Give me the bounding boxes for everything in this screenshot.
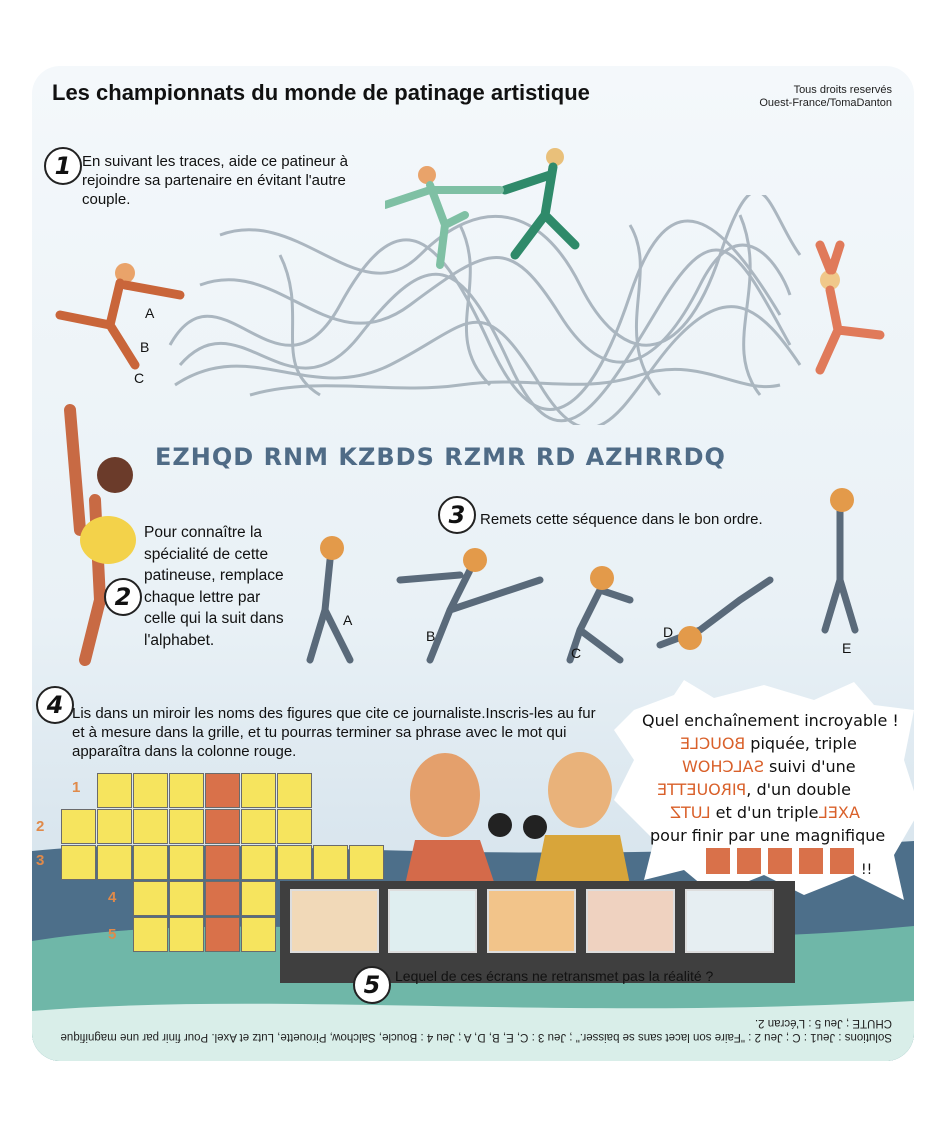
- bubble-line-3-text: suivi d'une: [763, 757, 856, 776]
- game-3-instructions: Remets cette séquence dans le bon ordre.: [480, 511, 763, 528]
- bubble-line-5: [670, 803, 859, 822]
- sequence-label-b: B: [426, 628, 436, 644]
- answer-boxes: [706, 848, 872, 879]
- grid-cell[interactable]: [61, 809, 96, 844]
- bubble-line-2: [680, 734, 857, 753]
- grid-cell[interactable]: [61, 845, 96, 880]
- sequence-label-d: D: [663, 624, 674, 640]
- grid-row-label-2: 2: [36, 818, 45, 835]
- game-2-number: 2: [104, 578, 142, 616]
- grid-cell[interactable]: [169, 917, 204, 952]
- game-1-instructions: En suivant les traces, aide ce patineur à rejoindre sa partenaire en évitant l'autre couple.: [82, 153, 348, 208]
- grid-cell[interactable]: [277, 845, 312, 880]
- mirrored-word-axel: AXEL: [818, 803, 860, 822]
- grid-cell[interactable]: [313, 845, 348, 880]
- tv-screen-4: [586, 889, 675, 953]
- copyright-line-1: Tous droits reservés: [793, 84, 892, 96]
- game-3-number: 3: [438, 496, 476, 534]
- grid-cell[interactable]: [133, 881, 168, 916]
- game-4-number: 4: [36, 686, 74, 724]
- grid-cell[interactable]: [241, 917, 276, 952]
- answer-box: [768, 848, 792, 874]
- grid-cell[interactable]: [277, 809, 312, 844]
- grid-cell[interactable]: [241, 845, 276, 880]
- copyright-notice: [759, 84, 892, 110]
- grid-cell[interactable]: [133, 845, 168, 880]
- tv-screen-5: [685, 889, 774, 953]
- mirrored-word-pirouette: PIROUETTE: [657, 780, 747, 799]
- mirrored-word-lutz: LUTZ: [670, 803, 711, 822]
- bubble-line-4-text: , d'un double: [746, 780, 851, 799]
- grid-row-label-1: 1: [72, 779, 81, 796]
- grid-cell[interactable]: [349, 845, 384, 880]
- grid-row-label-3: 3: [36, 852, 45, 869]
- tv-screen-2: [388, 889, 477, 953]
- game-4-instructions: Lis dans un miroir les noms des figures que cite ce journaliste.Inscris-les au fur et à mesure dans la grille, et tu pourras terminer sa phrase avec le mot qui apparaîtra dans la colonne rouge.: [72, 705, 596, 760]
- sequence-label-a: A: [343, 612, 353, 628]
- coded-message: EZHQD RNM KZBDS RZMR RD AZHRRDQ: [155, 443, 726, 471]
- answer-box: [706, 848, 730, 874]
- bubble-line-6: pour finir par une magnifique: [650, 826, 886, 845]
- grid-cell-red[interactable]: [205, 809, 240, 844]
- maze-label-a: A: [145, 305, 155, 321]
- answer-box: [830, 848, 854, 874]
- grid-cell[interactable]: [169, 809, 204, 844]
- bubble-end-exclamation: !!: [861, 862, 873, 878]
- mirrored-word-boucle: BOUCLE: [680, 734, 746, 753]
- couple-skaters-illustration: [385, 145, 595, 275]
- grid-row-label-5: 5: [108, 926, 117, 943]
- bubble-line-3: [682, 757, 856, 776]
- grid-cell-red[interactable]: [205, 917, 240, 952]
- maze-label-b: B: [140, 339, 150, 355]
- grid-cell[interactable]: [277, 773, 312, 808]
- skater-left-illustration: [40, 255, 190, 375]
- bubble-line-5-text: et d'un triple: [710, 803, 819, 822]
- grid-cell-red[interactable]: [205, 881, 240, 916]
- maze-label-c: C: [134, 370, 145, 386]
- bubble-line-2-text: piquée, triple: [745, 734, 857, 753]
- mirrored-word-salchow: SALCHOW: [682, 757, 764, 776]
- grid-cell[interactable]: [97, 809, 132, 844]
- grid-cell[interactable]: [133, 773, 168, 808]
- answer-box: [737, 848, 761, 874]
- game-2-instructions: Pour connaître la spécialité de cette patineuse, remplace chaque lettre par celle qui la suit dans l'alphabet.: [144, 524, 284, 649]
- grid-cell[interactable]: [97, 773, 132, 808]
- grid-cell[interactable]: [169, 881, 204, 916]
- grid-cell-red[interactable]: [205, 845, 240, 880]
- solutions-upside-down: Solutions : Jeu1 : C ; Jeu 2 : "Faire son lacet sans se baisser." ; Jeu 3 : C, E, B, D, A ; Jeu 4 : Boucle, Salchow, Pirouette, Lutz et Axel. Pour finir par une magnifique CHUTE ; Jeu 5 : L'écran 2.: [60, 1017, 892, 1043]
- grid-cell[interactable]: [241, 773, 276, 808]
- grid-cell[interactable]: [169, 845, 204, 880]
- sequence-label-c: C: [571, 645, 582, 661]
- answer-box: [799, 848, 823, 874]
- partner-skater-illustration: [800, 240, 890, 375]
- tv-screen-1: [290, 889, 379, 953]
- game-5-number: 5: [353, 966, 391, 1004]
- sequence-label-e: E: [842, 640, 852, 656]
- grid-cell[interactable]: [241, 881, 276, 916]
- grid-cell[interactable]: [241, 809, 276, 844]
- game-1-number: 1: [44, 147, 82, 185]
- tv-screen-3: [487, 889, 576, 953]
- grid-cell[interactable]: [133, 809, 168, 844]
- grid-cell-red[interactable]: [205, 773, 240, 808]
- grid-cell[interactable]: [169, 773, 204, 808]
- spin-skater-illustration: [40, 400, 140, 670]
- game-5-question: Lequel de ces écrans ne retransmet pas la réalité ?: [395, 968, 714, 984]
- grid-cell[interactable]: [133, 917, 168, 952]
- grid-cell[interactable]: [97, 845, 132, 880]
- page-title: Les championnats du monde de patinage artistique: [52, 80, 590, 105]
- copyright-line-2: Ouest-France/TomaDanton: [759, 97, 892, 109]
- grid-row-label-4: 4: [108, 889, 117, 906]
- bubble-line-4: [657, 780, 851, 799]
- bubble-line-1: Quel enchaînement incroyable !: [642, 711, 899, 730]
